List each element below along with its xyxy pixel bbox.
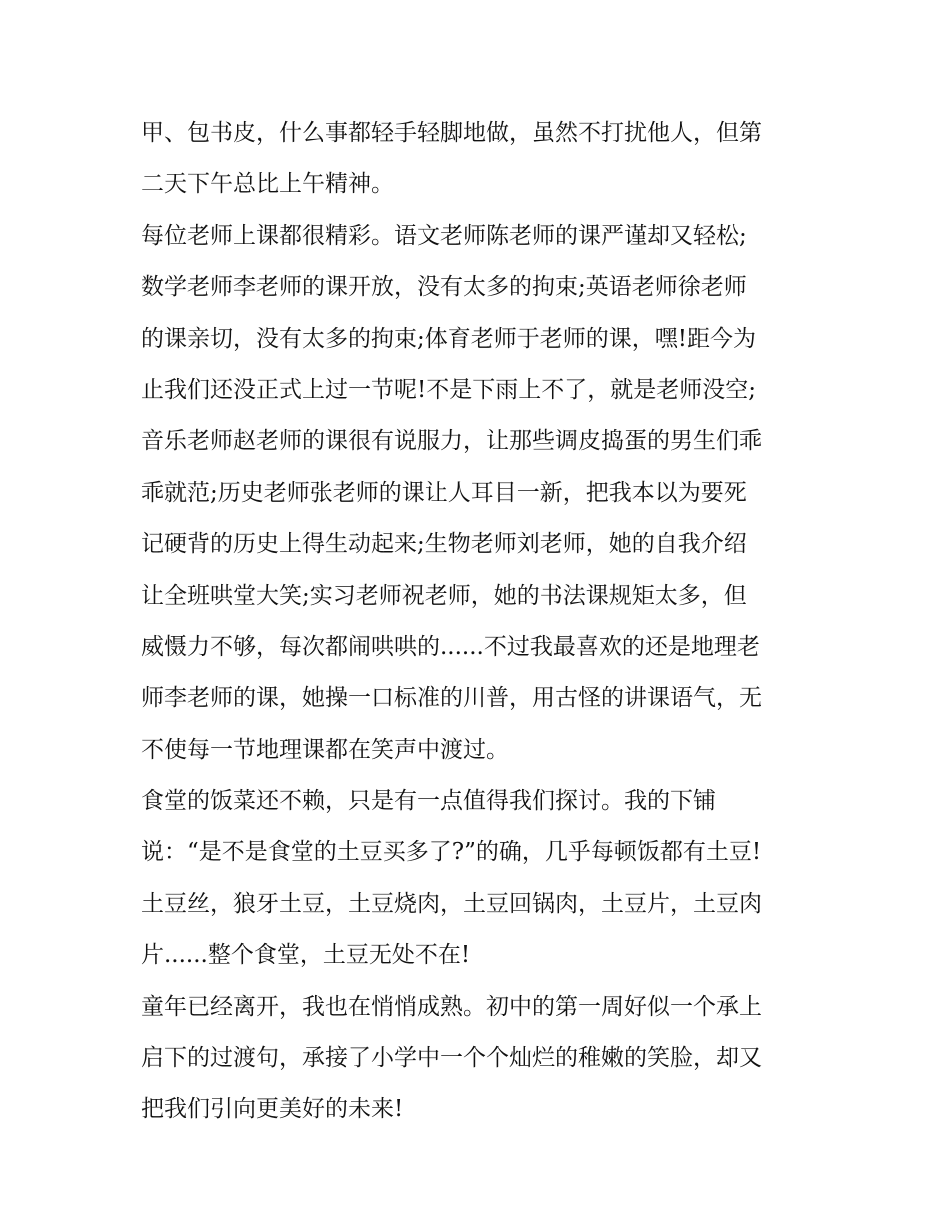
- text-line: 让全班哄堂大笑;实习老师祝老师，她的书法课规矩太多，但: [141, 582, 747, 609]
- document-body: [141, 108, 821, 1136]
- text-line: 威慑力不够，每次都闹哄哄的......不过我最喜欢的还是地理老: [141, 633, 760, 660]
- text-line: 每位老师上课都很精彩。语文老师陈老师的课严谨却又轻松;: [141, 222, 747, 249]
- text-line: 说：“是不是食堂的土豆买多了?”的确，几乎每顿饭都有土豆!: [141, 839, 762, 866]
- text-line: 止我们还没正式上过一节呢!不是下雨上不了，就是老师没空;: [141, 376, 756, 403]
- text-line: 乖就范;历史老师张老师的课让人耳目一新，把我本以为要死: [141, 479, 747, 506]
- text-line: 师李老师的课，她操一口标准的川普，用古怪的讲课语气，无: [141, 685, 762, 712]
- text-line: 的课亲切，没有太多的拘束;体育老师于老师的课，嘿!距今为: [141, 325, 756, 352]
- text-line: 童年已经离开，我也在悄悄成熟。初中的第一周好似一个承上: [141, 993, 762, 1020]
- text-line: 启下的过渡句，承接了小学中一个个灿烂的稚嫩的笑脸，却又: [141, 1045, 762, 1072]
- text-line: 二天下午总比上午精神。: [141, 171, 394, 198]
- text-line: 食堂的饭菜还不赖，只是有一点值得我们探讨。我的下铺: [141, 788, 716, 815]
- text-line: 不使每一节地理课都在笑声中渡过。: [141, 736, 509, 763]
- text-line: 记硬背的历史上得生动起来;生物老师刘老师，她的自我介绍: [141, 531, 747, 558]
- text-line: 片......整个食堂，土豆无处不在!: [141, 942, 471, 969]
- text-line: 甲、包书皮，什么事都轻手轻脚地做，虽然不打扰他人，但第: [141, 120, 762, 146]
- text-line: 把我们引向更美好的未来!: [141, 1096, 404, 1123]
- text-line: 数学老师李老师的课开放，没有太多的拘束;英语老师徐老师: [141, 274, 747, 301]
- text-line: 音乐老师赵老师的课很有说服力，让那些调皮捣蛋的男生们乖: [141, 428, 762, 455]
- text-line: 土豆丝，狼牙土豆，土豆烧肉，土豆回锅肉，土豆片，土豆肉: [141, 890, 762, 917]
